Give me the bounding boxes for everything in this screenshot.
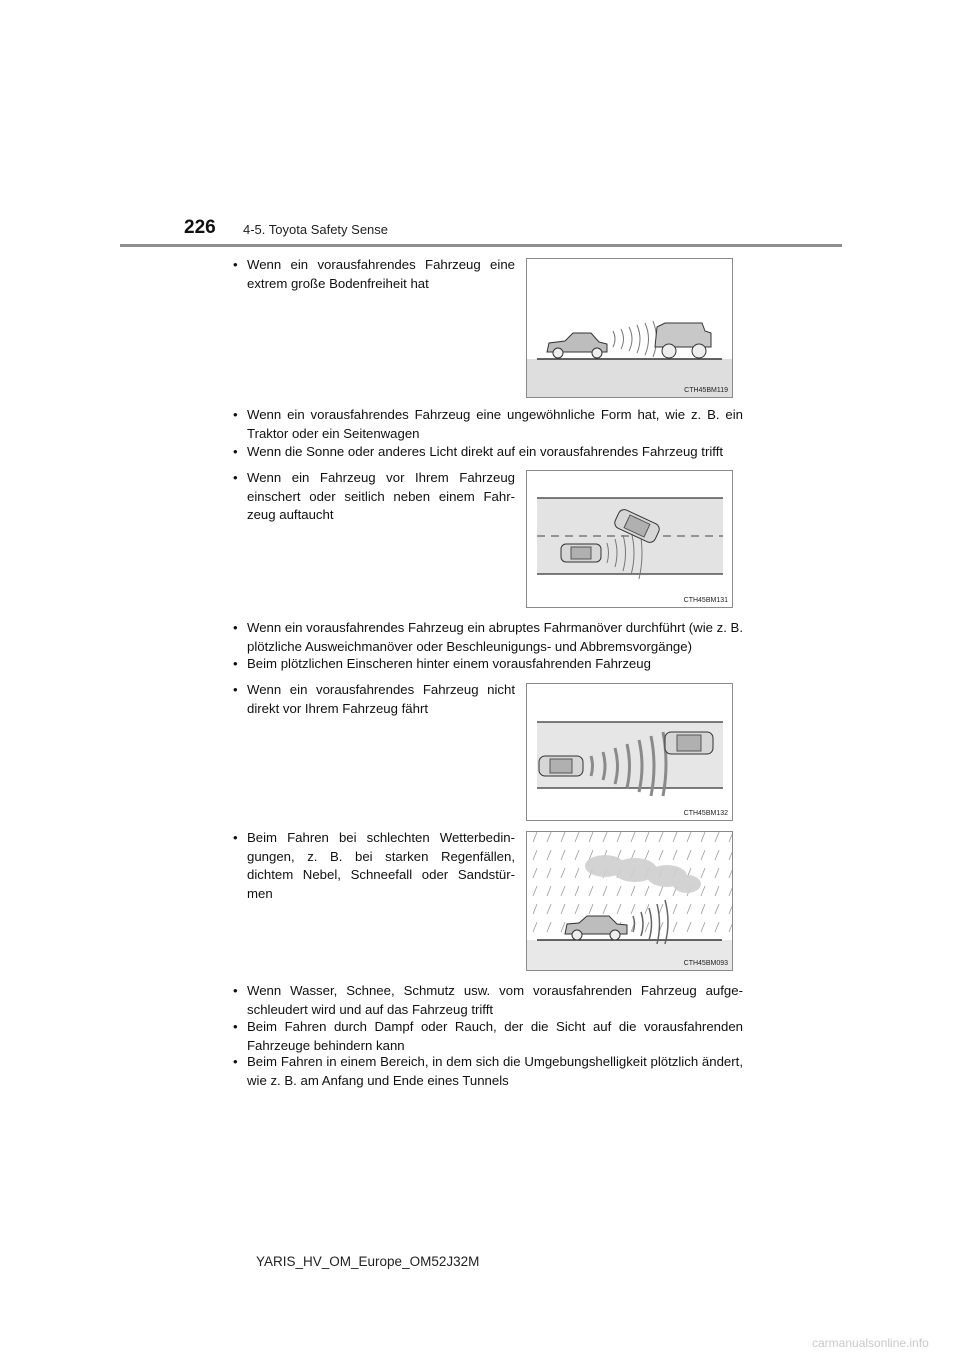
figure-high-clearance-vehicle bbox=[526, 258, 733, 398]
figure-code: CTH45BM131 bbox=[683, 597, 728, 604]
figure-bad-weather bbox=[526, 831, 733, 971]
bullet-marker: • bbox=[233, 257, 238, 272]
list-item bbox=[233, 655, 743, 674]
list-item bbox=[233, 469, 515, 525]
figure-illustration bbox=[527, 684, 732, 820]
radar-waves-icon bbox=[613, 321, 657, 357]
own-car-icon bbox=[539, 756, 583, 776]
watermark: carmanualsonline.info bbox=[812, 1336, 929, 1350]
list-item-text: Wenn ein vorausfahrendes Fahrzeug ein abruptes Fahrmanöver durchführt (wie z. B. plötzliche Ausweichmanöver oder Beschleunigungs- und Abbremsvorgänge) bbox=[247, 620, 744, 654]
list-item bbox=[233, 1053, 743, 1090]
list-item-text: Wenn ein vorausfahrendes Fahrzeug eine extrem große Bodenfreiheit hat bbox=[247, 257, 515, 291]
list-item-text: Wenn ein Fahrzeug vor Ihrem Fahrzeug einschert oder seitlich neben einem Fahr-zeug auftaucht bbox=[247, 470, 515, 522]
own-car-icon bbox=[547, 333, 607, 358]
bullet-marker: • bbox=[233, 656, 238, 671]
figure-illustration bbox=[527, 259, 732, 397]
bullet-marker: • bbox=[233, 407, 238, 422]
list-item bbox=[233, 982, 743, 1019]
figure-cut-in-vehicle bbox=[526, 470, 733, 608]
figure-code: CTH45BM132 bbox=[683, 810, 728, 817]
figure-illustration bbox=[527, 832, 732, 970]
figure-illustration bbox=[527, 471, 732, 607]
high-clearance-suv-icon bbox=[655, 323, 711, 358]
list-item-text: Wenn ein vorausfahrendes Fahrzeug eine ungewöhnliche Form hat, wie z. B. ein Traktor oder ein Seitenwagen bbox=[247, 407, 743, 441]
list-item bbox=[233, 406, 743, 443]
list-item bbox=[233, 443, 743, 462]
bullet-marker: • bbox=[233, 1054, 238, 1069]
figure-offset-vehicle bbox=[526, 683, 733, 821]
bullet-marker: • bbox=[233, 830, 238, 845]
figure-code: CTH45BM119 bbox=[684, 387, 728, 394]
offset-car-icon bbox=[665, 732, 713, 754]
list-item-text: Wenn ein vorausfahrendes Fahrzeug nicht direkt vor Ihrem Fahrzeug fährt bbox=[247, 682, 515, 716]
list-item bbox=[233, 256, 515, 293]
bullet-marker: • bbox=[233, 444, 238, 459]
list-item-text: Beim Fahren in einem Bereich, in dem sich die Umgebungshelligkeit plötzlich ändert, wie z. B. am Anfang und Ende eines Tunnels bbox=[247, 1054, 743, 1088]
section-title: 4-5. Toyota Safety Sense bbox=[243, 222, 389, 237]
bullet-marker: • bbox=[233, 682, 238, 697]
figure-code: CTH45BM093 bbox=[683, 960, 728, 967]
list-item-text: Wenn Wasser, Schnee, Schmutz usw. vom vorausfahrenden Fahrzeug aufge-schleudert wird und auf das Fahrzeug trifft bbox=[247, 983, 743, 1017]
list-item bbox=[233, 1018, 743, 1055]
list-item-text: Beim plötzlichen Einscheren hinter einem vorausfahrenden Fahrzeug bbox=[247, 656, 651, 671]
list-item-text: Beim Fahren durch Dampf oder Rauch, der die Sicht auf die vorausfahrenden Fahrzeuge behindern kann bbox=[247, 1019, 743, 1053]
list-item bbox=[233, 829, 515, 903]
bullet-marker: • bbox=[233, 620, 238, 635]
bullet-marker: • bbox=[233, 983, 238, 998]
own-car-icon bbox=[561, 544, 601, 562]
page-number: 226 bbox=[184, 217, 216, 238]
bullet-marker: • bbox=[233, 470, 238, 485]
bullet-marker: • bbox=[233, 1019, 238, 1034]
list-item bbox=[233, 619, 743, 656]
list-item-text: Wenn die Sonne oder anderes Licht direkt auf ein vorausfahrendes Fahrzeug trifft bbox=[247, 444, 724, 459]
list-item-text: Beim Fahren bei schlechten Wetterbedin-gungen, z. B. bei starken Regenfällen, dichtem Nebel, Schneefall oder Sandstür-men bbox=[247, 830, 515, 901]
footer-doc-code: YARIS_HV_OM_Europe_OM52J32M bbox=[256, 1254, 480, 1269]
header-rule bbox=[120, 244, 842, 247]
list-item bbox=[233, 681, 515, 718]
